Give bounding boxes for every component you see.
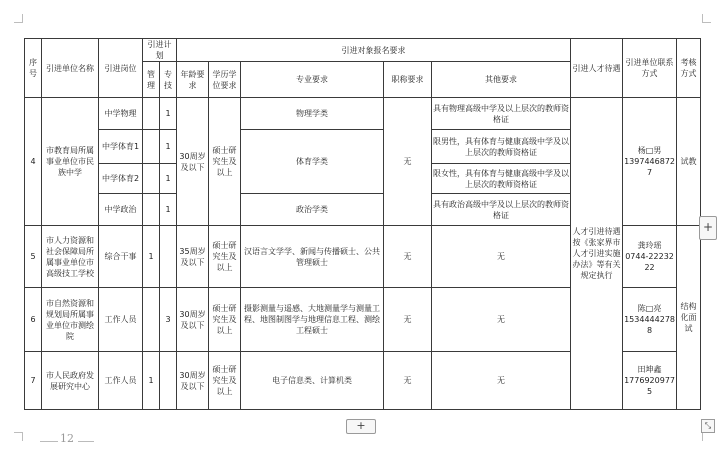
treatment-cell: 人才引进待遇按《张家界市人才引进实施办法》等有关规定执行 xyxy=(571,98,623,410)
row7-post: 工作人员 xyxy=(99,352,143,410)
table-resize-handle[interactable]: ⤡ xyxy=(701,419,715,433)
row5-edu: 硕士研究生及以上 xyxy=(209,226,241,288)
row4-unit: 市教育局所属事业单位市民族中学 xyxy=(42,98,99,226)
row4-other-2: 限男性，具有体育与健康高级中学及以上层次的教师资格证 xyxy=(432,130,571,164)
header-exam: 考核方式 xyxy=(677,39,701,98)
crop-mark-top-left xyxy=(14,14,23,23)
header-treatment: 引进人才待遇 xyxy=(571,39,623,98)
recruitment-table xyxy=(24,38,701,410)
add-column-button[interactable]: + xyxy=(699,216,717,240)
row7-tech xyxy=(160,352,177,410)
row7-edu: 硕士研究生及以上 xyxy=(209,352,241,410)
header-plan-tech: 专技 xyxy=(160,62,177,98)
row5-major: 汉语言文学学、新闻与传播硕士、公共管理硕士 xyxy=(241,226,384,288)
row4-post-2: 中学体育1 xyxy=(99,130,143,164)
row5-post: 综合干事 xyxy=(99,226,143,288)
row7-contact-phone: 17769209775 xyxy=(624,376,675,396)
row4-mgmt-3 xyxy=(143,164,160,194)
header-req-age: 年龄要求 xyxy=(177,62,209,98)
row7-contact xyxy=(623,352,677,410)
row5-age: 35周岁及以下 xyxy=(177,226,209,288)
row7-seq: 7 xyxy=(25,352,42,410)
header-plan-mgmt: 管理 xyxy=(143,62,160,98)
header-req-other: 其他要求 xyxy=(432,62,571,98)
row4-mgmt-4 xyxy=(143,194,160,226)
crop-mark-top-right xyxy=(702,14,711,23)
header-req-title: 职称要求 xyxy=(384,62,432,98)
crop-mark-bottom-right xyxy=(702,432,711,441)
row7-mgmt: 1 xyxy=(143,352,160,410)
row6-contact xyxy=(623,288,677,352)
row5-other: 无 xyxy=(432,226,571,288)
row6-contact-phone: 15344442788 xyxy=(624,315,675,335)
row7-title: 无 xyxy=(384,352,432,410)
row5-unit: 市人力资源和社会保障局所属事业单位市高级技工学校 xyxy=(42,226,99,288)
header-plan: 引进计划 xyxy=(143,39,177,62)
row4-post-4: 中学政治 xyxy=(99,194,143,226)
page-number: 12 xyxy=(60,432,74,445)
row7-contact-name: 田坤鑫 xyxy=(637,365,662,374)
row5-seq: 5 xyxy=(25,226,42,288)
header-seq: 序号 xyxy=(25,39,42,98)
page-number-rule-left xyxy=(40,441,58,442)
row7-major: 电子信息类、计算机类 xyxy=(241,352,384,410)
row6-age: 30周岁及以下 xyxy=(177,288,209,352)
row5-mgmt: 1 xyxy=(143,226,160,288)
row4-mgmt-2 xyxy=(143,130,160,164)
row5-contact-name: 龚玲瑶 xyxy=(637,241,662,250)
row6-unit: 市自然资源和规划局所属事业单位市测绘院 xyxy=(42,288,99,352)
row4-major-2: 体育学类 xyxy=(241,130,384,194)
row6-mgmt xyxy=(143,288,160,352)
row4-other-1: 具有物理高级中学及以上层次的教师资格证 xyxy=(432,98,571,130)
row4-tech-4: 1 xyxy=(160,194,177,226)
row6-title: 无 xyxy=(384,288,432,352)
row4-contact-name: 杨□男 xyxy=(637,146,662,155)
header-post: 引进岗位 xyxy=(99,39,143,98)
row4-post-3: 中学体育2 xyxy=(99,164,143,194)
row4-title: 无 xyxy=(384,98,432,226)
header-req: 引进对象报名要求 xyxy=(177,39,571,62)
row4-other-4: 具有政治高级中学及以上层次的教师资格证 xyxy=(432,194,571,226)
row4-exam: 试教 xyxy=(677,98,701,226)
row4-tech-2: 1 xyxy=(160,130,177,164)
row6-other: 无 xyxy=(432,288,571,352)
row6-seq: 6 xyxy=(25,288,42,352)
row6-contact-name: 陈□亮 xyxy=(637,304,662,313)
row4-major-4: 政治学类 xyxy=(241,194,384,226)
row4-post-1: 中学物理 xyxy=(99,98,143,130)
page-number-rule-right xyxy=(78,441,94,442)
row4-contact-phone: 13974468727 xyxy=(624,157,675,177)
row4-tech-1: 1 xyxy=(160,98,177,130)
header-req-edu: 学历学位要求 xyxy=(209,62,241,98)
row4-age: 30周岁及以下 xyxy=(177,98,209,226)
row6-exam: 结构化面试 xyxy=(677,226,701,410)
row5-title: 无 xyxy=(384,226,432,288)
row6-edu: 硕士研究生及以上 xyxy=(209,288,241,352)
row6-tech: 3 xyxy=(160,288,177,352)
row4-major-1: 物理学类 xyxy=(241,98,384,130)
row4-contact xyxy=(623,98,677,226)
row4-tech-3: 1 xyxy=(160,164,177,194)
row7-other: 无 xyxy=(432,352,571,410)
row5-contact-phone: 0744-2223222 xyxy=(625,252,674,272)
row4-edu: 硕士研究生及以上 xyxy=(209,98,241,226)
row7-unit: 市人民政府发展研究中心 xyxy=(42,352,99,410)
header-unit: 引进单位名称 xyxy=(42,39,99,98)
add-row-button[interactable]: + xyxy=(346,419,376,434)
row6-major: 摄影测量与遥感、大地测量学与测量工程、地图制图学与地理信息工程、测绘工程硕士 xyxy=(241,288,384,352)
row5-contact xyxy=(623,226,677,288)
row6-post: 工作人员 xyxy=(99,288,143,352)
header-req-major: 专业要求 xyxy=(241,62,384,98)
row4-other-3: 限女性，具有体育与健康高级中学及以上层次的教师资格证 xyxy=(432,164,571,194)
row7-age: 30周岁及以下 xyxy=(177,352,209,410)
row4-mgmt-1 xyxy=(143,98,160,130)
crop-mark-bottom-left xyxy=(14,432,23,441)
header-contact: 引进单位联系方式 xyxy=(623,39,677,98)
row4-seq: 4 xyxy=(25,98,42,226)
row5-tech xyxy=(160,226,177,288)
